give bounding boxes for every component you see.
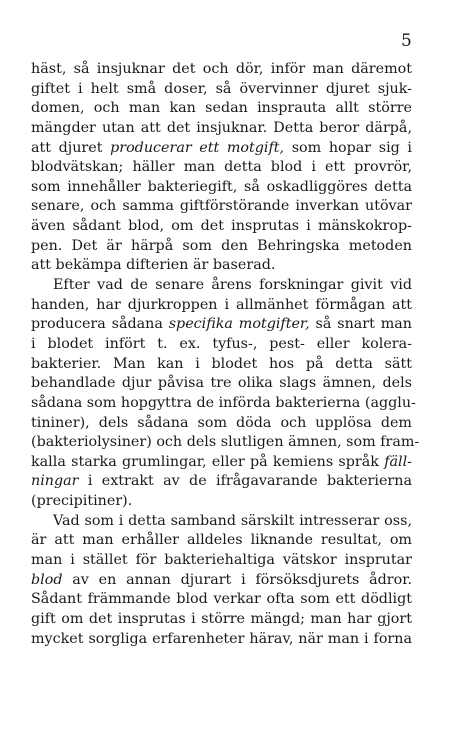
text-line [31,256,412,276]
text-line [31,355,412,375]
text-segment: (precipitiner). [31,493,133,510]
page-number: 5 [401,31,412,51]
text-line [31,551,412,571]
text-segment: man i stället för bakteriehaltiga vätskor insprutar [31,552,412,569]
text-segment: mycket sorgliga erfarenheter härav, när man i forna [31,630,412,647]
text-line [31,276,412,296]
text-line [31,512,412,532]
text-segment: är att man erhåller alldeles liknande resultat, om [31,532,412,549]
text-line [31,610,412,630]
text-line [31,237,412,257]
text-segment: som innehåller bakteriegift, så oskadliggöres detta [31,178,412,195]
text-line [31,197,412,217]
text-segment: behandlade djur påvisa tre olika slags ämnen, dels [31,375,412,392]
text-segment: mängder utan att det insjuknar. Detta beror därpå, [31,119,412,136]
text-segment: producera sådana [31,316,169,333]
text-line [31,119,412,139]
text-line [31,158,412,178]
text-segment: i extrakt av de ifrågavarande bakterierna [78,473,412,490]
text-line [31,433,420,453]
text-segment: i blodet infört t. ex. tyfus-, pest- eller kolera- [31,335,412,352]
text-segment: gift om det insprutas i större mängd; man har gjort [31,610,412,627]
text-segment: tininer), dels sådana som döda och upplösa dem [31,414,412,431]
text-line [31,453,412,473]
text-line [31,571,412,591]
text-line [31,590,412,610]
text-segment: bakterier. Man kan i blodet hos på detta sätt [31,355,412,372]
text-segment: giftet i helt små doser, så övervinner djuret sjuk- [31,80,412,97]
emphasized-text: specifika motgifter, [168,316,310,333]
text-line [31,315,412,335]
text-line [31,472,412,492]
text-line [31,374,412,394]
text-line [31,217,412,237]
text-line [31,414,412,434]
text-line [31,60,412,80]
text-line [31,80,412,100]
emphasized-text: fäll- [384,453,412,470]
body-text [31,60,420,649]
text-segment: att bekämpa difterien är baserad. [31,257,276,274]
text-segment: så snart man [309,316,412,333]
text-line [31,296,412,316]
text-segment: att djuret [31,139,111,156]
text-segment: även sådant blod, om det insprutas i mänskokrop- [31,218,412,235]
emphasized-text: producerar ett motgift, [110,139,285,156]
text-line [31,139,412,159]
text-line [31,630,412,650]
text-segment: som hopar sig i [284,139,413,156]
text-segment: handen, har djurkroppen i allmänhet förmågan att [31,296,412,313]
text-line [31,394,416,414]
text-segment: kalla starka grumlingar, eller på kemiens språk [31,453,385,470]
text-segment: pen. Det är härpå som den Behringska metoden [31,237,412,254]
text-segment: Vad som i detta samband särskilt intresserar oss, [53,512,412,529]
text-line [31,99,412,119]
text-line [31,335,412,355]
text-line [31,178,412,198]
text-line [31,531,412,551]
emphasized-text: ningar [31,473,79,490]
text-segment: senare, och samma giftförstörande inverkan utövar [31,198,412,215]
text-segment: häst, så insjuknar det och dör, inför man däremot [31,61,412,77]
emphasized-text: blod [31,571,63,588]
text-segment: blodvätskan; häller man detta blod i ett provrör, [31,159,412,176]
text-segment: sådana som hopgyttra de införda bakterierna (agglu- [31,394,416,411]
text-segment: domen, och man kan sedan insprauta allt större [31,100,412,117]
text-segment: Sådant främmande blod verkar ofta som ett dödligt [31,591,412,608]
text-line [31,492,412,512]
text-segment: (bakteriolysiner) och dels slutligen ämnen, som fram- [31,434,420,451]
text-segment: Efter vad de senare årens forskningar givit vid [53,277,412,294]
text-segment: av en annan djurart i försöksdjurets ådror. [62,571,412,588]
